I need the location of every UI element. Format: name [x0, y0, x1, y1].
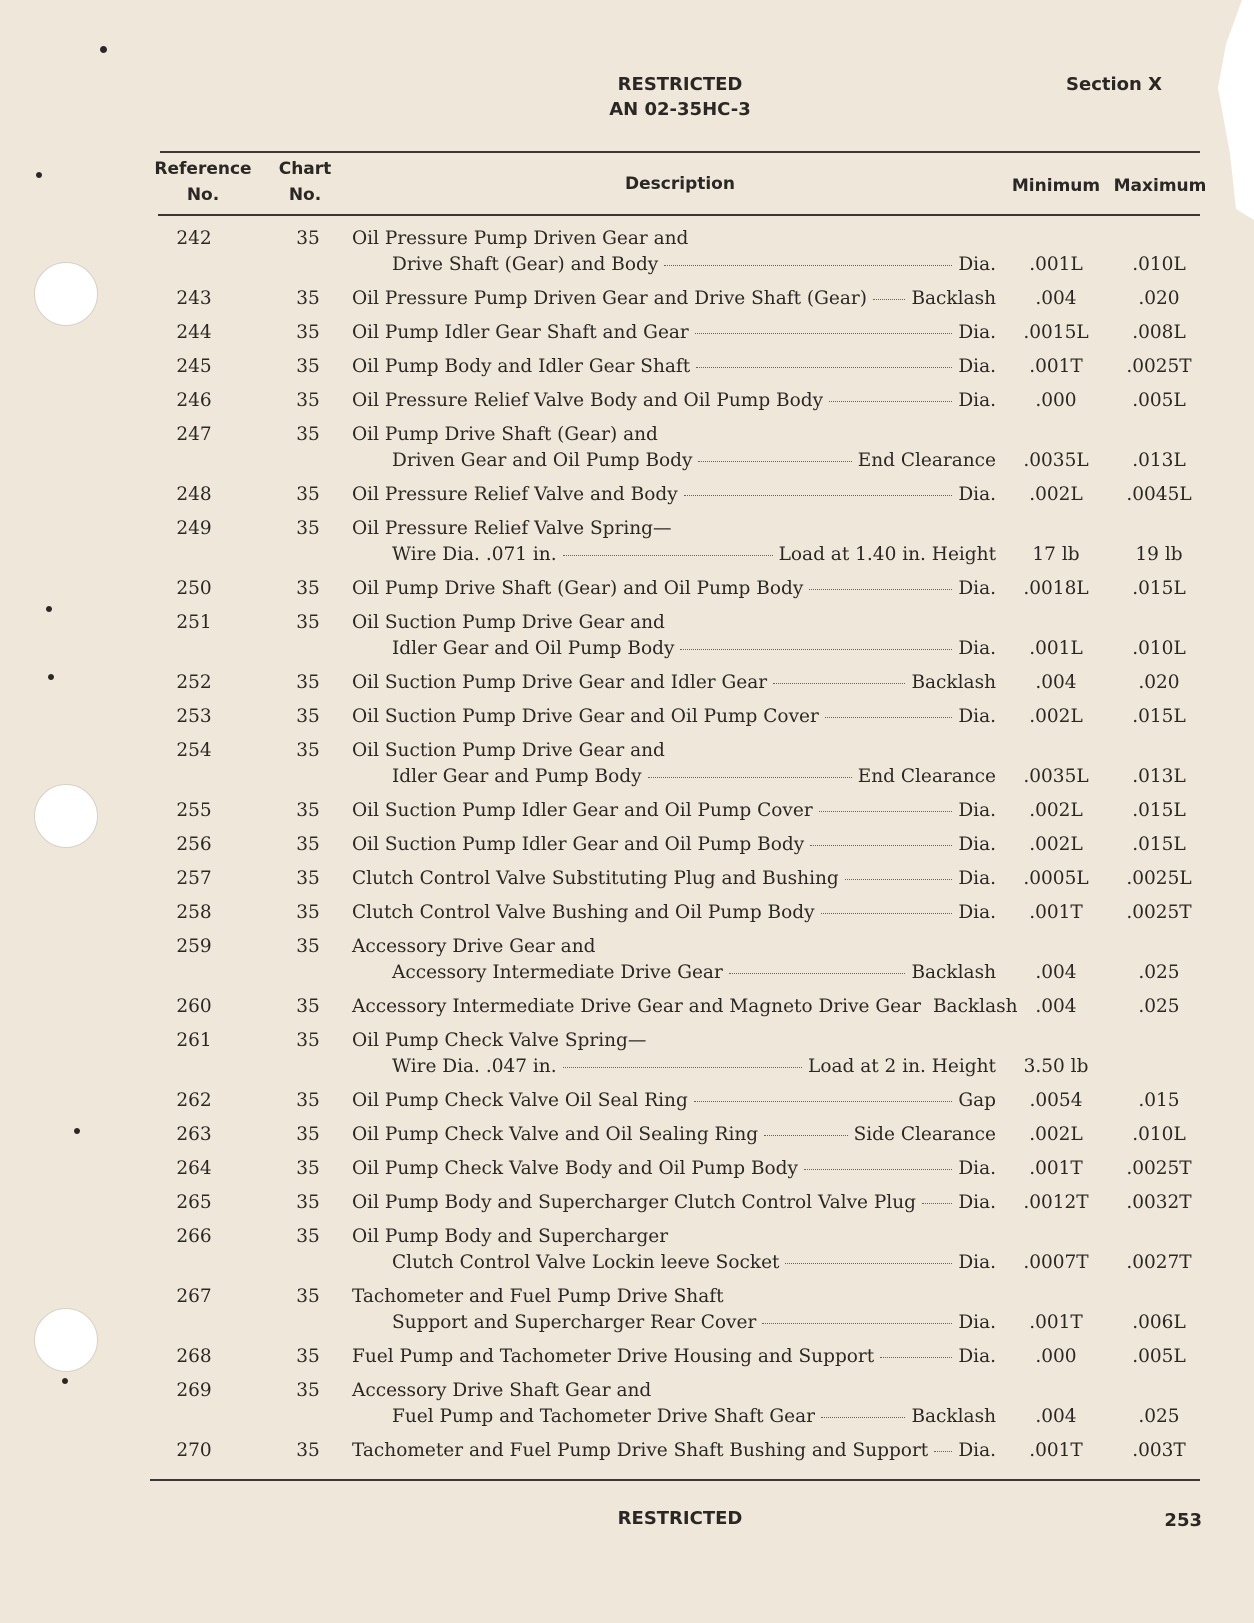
description-line2: [392, 766, 996, 787]
maximum-value: .0032T: [1126, 1192, 1192, 1213]
chart-number: 35: [296, 1158, 320, 1179]
description-line2: [392, 1406, 996, 1427]
reference-number: 270: [176, 1440, 212, 1461]
dot-leader: [829, 401, 952, 402]
dot-leader: [762, 1323, 952, 1324]
description-text: Clutch Control Valve Bushing and Oil Pump Body: [352, 902, 815, 923]
column-header-chart-line2: No.: [288, 185, 322, 205]
description-text: Accessory Intermediate Drive Gear: [392, 962, 723, 983]
maximum-value: .015L: [1132, 578, 1186, 599]
chart-number: 35: [296, 484, 320, 505]
measurement-type: Load at 2 in. Height: [808, 1056, 996, 1077]
minimum-value: .001T: [1029, 1312, 1083, 1333]
chart-number: 35: [296, 288, 320, 309]
maximum-value: .015L: [1132, 800, 1186, 821]
minimum-value: 3.50 lb: [1023, 1056, 1089, 1077]
dot-leader: [664, 265, 952, 266]
description-text: Oil Pump Check Valve Oil Seal Ring: [352, 1090, 688, 1111]
description-text: Oil Suction Pump Idler Gear and Oil Pump Body: [352, 834, 805, 855]
dot-leader: [563, 1067, 802, 1068]
maximum-value: .0025T: [1126, 1158, 1192, 1179]
minimum-value: .002L: [1029, 834, 1083, 855]
description-line1: [352, 868, 996, 889]
description-line1: Accessory Drive Gear and: [352, 936, 596, 957]
description-line2: [392, 638, 996, 659]
measurement-type: Dia.: [958, 1158, 996, 1179]
description-text: Accessory Intermediate Drive Gear and Magneto Drive Gear: [352, 996, 921, 1017]
measurement-type: Dia.: [958, 800, 996, 821]
dot-leader: [696, 367, 952, 368]
maximum-value: .005L: [1132, 390, 1186, 411]
maximum-value: .025: [1138, 962, 1180, 983]
dot-leader: [804, 1169, 952, 1170]
description-line1: Oil Pump Check Valve Spring—: [352, 1030, 647, 1051]
ink-mark: [74, 1128, 80, 1134]
dot-leader: [922, 1203, 952, 1204]
maximum-value: .013L: [1132, 766, 1186, 787]
maximum-value: .008L: [1132, 322, 1186, 343]
minimum-value: .0005L: [1023, 868, 1089, 889]
dot-leader: [698, 461, 851, 462]
reference-number: 250: [176, 578, 212, 599]
minimum-value: .002L: [1029, 484, 1083, 505]
reference-number: 245: [176, 356, 212, 377]
measurement-type: Load at 1.40 in. Height: [778, 544, 996, 565]
reference-number: 262: [176, 1090, 212, 1111]
chart-number: 35: [296, 1440, 320, 1461]
chart-number: 35: [296, 1192, 320, 1213]
reference-number: 257: [176, 868, 212, 889]
description-line1: Oil Pump Drive Shaft (Gear) and: [352, 424, 658, 445]
reference-number: 255: [176, 800, 212, 821]
minimum-value: .0054: [1029, 1090, 1083, 1111]
description-line1: Oil Pressure Relief Valve Spring—: [352, 518, 672, 539]
dot-leader: [809, 589, 952, 590]
description-text: Support and Supercharger Rear Cover: [392, 1312, 757, 1333]
dot-leader: [934, 1451, 952, 1452]
reference-number: 244: [176, 322, 212, 343]
measurement-type: Backlash: [911, 672, 996, 693]
maximum-value: .025: [1138, 996, 1180, 1017]
measurement-type: Side Clearance: [853, 1124, 996, 1145]
measurement-type: End Clearance: [857, 450, 996, 471]
reference-number: 254: [176, 740, 212, 761]
description-line1: [352, 834, 996, 855]
minimum-value: .0018L: [1023, 578, 1089, 599]
description-text: Wire Dia. .047 in.: [392, 1056, 557, 1077]
description-text: Oil Pump Check Valve Body and Oil Pump Body: [352, 1158, 798, 1179]
column-header-reference-line2: No.: [186, 185, 220, 205]
dot-leader: [825, 717, 953, 718]
column-header-chart: [268, 156, 342, 208]
reference-number: 258: [176, 902, 212, 923]
measurement-type: Dia.: [958, 1440, 996, 1461]
dot-leader: [845, 879, 953, 880]
chart-number: 35: [296, 1346, 320, 1367]
reference-number: 264: [176, 1158, 212, 1179]
chart-number: 35: [296, 356, 320, 377]
reference-number: 269: [176, 1380, 212, 1401]
minimum-value: .004: [1035, 1406, 1077, 1427]
header-bottom-rule: [158, 214, 1200, 216]
maximum-value: .015L: [1132, 706, 1186, 727]
description-text: Oil Pump Body and Supercharger Clutch Control Valve Plug: [352, 1192, 916, 1213]
description-line1: [352, 672, 996, 693]
dot-leader: [729, 973, 906, 974]
dot-leader: [694, 1101, 953, 1102]
description-text: Oil Pressure Relief Valve and Body: [352, 484, 678, 505]
maximum-value: .0025T: [1126, 902, 1192, 923]
description-text: Fuel Pump and Tachometer Drive Housing and Support: [352, 1346, 875, 1367]
description-text: Wire Dia. .071 in.: [392, 544, 557, 565]
maximum-value: .010L: [1132, 1124, 1186, 1145]
minimum-value: .0015L: [1023, 322, 1089, 343]
dot-leader: [873, 299, 905, 300]
measurement-type: Dia.: [958, 254, 996, 275]
chart-number: 35: [296, 706, 320, 727]
minimum-value: .0035L: [1023, 450, 1089, 471]
minimum-value: .0012T: [1023, 1192, 1089, 1213]
description-text: Clutch Control Valve Lockin leeve Socket: [392, 1252, 780, 1273]
ink-mark: [46, 606, 52, 612]
description-line1: [352, 1192, 996, 1213]
description-line1: [352, 1346, 996, 1367]
dot-leader: [684, 495, 953, 496]
section-label: Section X: [1066, 74, 1162, 95]
chart-number: 35: [296, 936, 320, 957]
chart-number: 35: [296, 1124, 320, 1145]
maximum-value: .015L: [1132, 834, 1186, 855]
reference-number: 246: [176, 390, 212, 411]
description-text: Fuel Pump and Tachometer Drive Shaft Gear: [392, 1406, 815, 1427]
description-line2: [392, 544, 996, 565]
description-line1: [352, 288, 996, 309]
ink-mark: [36, 172, 42, 178]
description-line1: [352, 996, 1018, 1017]
description-line1: [352, 322, 996, 343]
maximum-value: .013L: [1132, 450, 1186, 471]
description-line1: [352, 706, 996, 727]
dot-leader: [821, 913, 953, 914]
description-line1: Oil Pressure Pump Driven Gear and: [352, 228, 689, 249]
description-line2: [392, 450, 996, 471]
measurement-type: Dia.: [958, 322, 996, 343]
chart-number: 35: [296, 578, 320, 599]
maximum-value: .025: [1138, 1406, 1180, 1427]
measurement-type: Backlash: [932, 996, 1018, 1017]
chart-number: 35: [296, 834, 320, 855]
reference-number: 263: [176, 1124, 212, 1145]
description-line1: Tachometer and Fuel Pump Drive Shaft: [352, 1286, 724, 1307]
description-text: Idler Gear and Oil Pump Body: [392, 638, 675, 659]
maximum-value: .003T: [1132, 1440, 1186, 1461]
minimum-value: .002L: [1029, 706, 1083, 727]
measurement-type: Dia.: [958, 706, 996, 727]
maximum-value: .015: [1138, 1090, 1180, 1111]
minimum-value: .001T: [1029, 356, 1083, 377]
description-line1: [352, 1090, 996, 1111]
ink-mark: [62, 1378, 68, 1384]
reference-number: 268: [176, 1346, 212, 1367]
ink-mark: [48, 674, 54, 680]
chart-number: 35: [296, 672, 320, 693]
chart-number: 35: [296, 1380, 320, 1401]
description-line2: [392, 254, 996, 275]
description-text: Oil Suction Pump Idler Gear and Oil Pump Cover: [352, 800, 813, 821]
chart-number: 35: [296, 1090, 320, 1111]
header-top-rule: [160, 151, 1200, 153]
dot-leader: [821, 1417, 905, 1418]
description-line1: [352, 578, 996, 599]
reference-number: 248: [176, 484, 212, 505]
reference-number: 253: [176, 706, 212, 727]
description-text: Tachometer and Fuel Pump Drive Shaft Bushing and Support: [352, 1440, 929, 1461]
minimum-value: 17 lb: [1032, 544, 1080, 565]
description-line1: [352, 1158, 996, 1179]
measurement-type: Dia.: [958, 902, 996, 923]
description-text: Oil Pressure Pump Driven Gear and Drive Shaft (Gear): [352, 288, 867, 309]
description-text: Oil Pump Drive Shaft (Gear) and Oil Pump Body: [352, 578, 804, 599]
chart-number: 35: [296, 1030, 320, 1051]
maximum-value: .0027T: [1126, 1252, 1192, 1273]
measurement-type: Dia.: [958, 390, 996, 411]
minimum-value: .001T: [1029, 1440, 1083, 1461]
description-line2: [392, 1312, 996, 1333]
description-line1: Oil Suction Pump Drive Gear and: [352, 612, 665, 633]
measurement-type: Backlash: [911, 1406, 996, 1427]
chart-number: 35: [296, 424, 320, 445]
chart-number: 35: [296, 996, 320, 1017]
measurement-type: Dia.: [958, 578, 996, 599]
column-header-reference: [150, 156, 256, 208]
minimum-value: .001L: [1029, 638, 1083, 659]
dot-leader: [563, 555, 773, 556]
description-line1: Oil Suction Pump Drive Gear and: [352, 740, 665, 761]
description-line1: [352, 1124, 996, 1145]
minimum-value: .004: [1035, 288, 1077, 309]
dot-leader: [819, 811, 953, 812]
reference-number: 252: [176, 672, 212, 693]
footer-classification: RESTRICTED: [617, 1508, 743, 1529]
header-classification: RESTRICTED: [617, 74, 743, 95]
minimum-value: .004: [1035, 672, 1077, 693]
measurement-type: Dia.: [958, 356, 996, 377]
dot-leader: [773, 683, 905, 684]
dot-leader: [810, 845, 952, 846]
minimum-value: .000: [1035, 1346, 1077, 1367]
minimum-value: .004: [1035, 996, 1077, 1017]
measurement-type: Dia.: [958, 1346, 996, 1367]
dot-leader: [764, 1135, 847, 1136]
chart-number: 35: [296, 322, 320, 343]
reference-number: 260: [176, 996, 212, 1017]
chart-number: 35: [296, 1226, 320, 1247]
dot-leader: [880, 1357, 952, 1358]
description-line1: [352, 1440, 996, 1461]
maximum-value: 19 lb: [1135, 544, 1183, 565]
dot-leader: [680, 649, 952, 650]
column-header-description: Description: [625, 174, 735, 194]
reference-number: 256: [176, 834, 212, 855]
minimum-value: .002L: [1029, 1124, 1083, 1145]
description-line1: [352, 390, 996, 411]
maximum-value: .0045L: [1126, 484, 1192, 505]
ink-mark: [100, 46, 107, 53]
measurement-type: Dia.: [958, 1312, 996, 1333]
description-line1: [352, 902, 996, 923]
maximum-value: .020: [1138, 288, 1180, 309]
chart-number: 35: [296, 902, 320, 923]
reference-number: 251: [176, 612, 212, 633]
description-text: Oil Pump Check Valve and Oil Sealing Ring: [352, 1124, 759, 1145]
reference-number: 265: [176, 1192, 212, 1213]
measurement-type: Dia.: [958, 1192, 996, 1213]
chart-number: 35: [296, 740, 320, 761]
measurement-type: Dia.: [958, 868, 996, 889]
column-header-minimum: Minimum: [1011, 176, 1101, 196]
minimum-value: .0007T: [1023, 1252, 1089, 1273]
measurement-type: Gap: [958, 1090, 996, 1111]
chart-number: 35: [296, 228, 320, 249]
punch-hole-middle: [34, 784, 98, 848]
measurement-type: Dia.: [958, 834, 996, 855]
reference-number: 266: [176, 1226, 212, 1247]
maximum-value: .005L: [1132, 1346, 1186, 1367]
reference-number: 259: [176, 936, 212, 957]
measurement-type: Dia.: [958, 638, 996, 659]
footer-rule: [150, 1479, 1200, 1481]
description-text: Oil Pump Body and Idler Gear Shaft: [352, 356, 691, 377]
description-text: Oil Suction Pump Drive Gear and Oil Pump Cover: [352, 706, 819, 727]
measurement-type: Dia.: [958, 484, 996, 505]
measurement-type: Dia.: [958, 1252, 996, 1273]
reference-number: 249: [176, 518, 212, 539]
document-number: AN 02-35HC-3: [609, 99, 751, 120]
minimum-value: .001T: [1029, 902, 1083, 923]
page-number: 253: [1164, 1510, 1202, 1531]
maximum-value: .0025L: [1126, 868, 1192, 889]
measurement-type: End Clearance: [857, 766, 996, 787]
measurement-type: Backlash: [911, 962, 996, 983]
description-line2: [392, 1252, 996, 1273]
minimum-value: .001L: [1029, 254, 1083, 275]
reference-number: 242: [176, 228, 212, 249]
description-line1: [352, 800, 996, 821]
minimum-value: .004: [1035, 962, 1077, 983]
description-text: Oil Pump Idler Gear Shaft and Gear: [352, 322, 689, 343]
minimum-value: .000: [1035, 390, 1077, 411]
description-line2: [392, 962, 996, 983]
maximum-value: .0025T: [1126, 356, 1192, 377]
description-line1: Accessory Drive Shaft Gear and: [352, 1380, 652, 1401]
description-text: Driven Gear and Oil Pump Body: [392, 450, 693, 471]
column-header-maximum: Maximum: [1113, 176, 1207, 196]
dot-leader: [695, 333, 953, 334]
chart-number: 35: [296, 868, 320, 889]
column-header-reference-line1: Reference: [154, 159, 252, 179]
description-line1: [352, 356, 996, 377]
description-text: Idler Gear and Pump Body: [392, 766, 642, 787]
punch-hole-bottom: [34, 1308, 98, 1372]
chart-number: 35: [296, 612, 320, 633]
description-text: Oil Pressure Relief Valve Body and Oil Pump Body: [352, 390, 824, 411]
reference-number: 267: [176, 1286, 212, 1307]
description-line2: [392, 1056, 996, 1077]
maximum-value: .010L: [1132, 638, 1186, 659]
chart-number: 35: [296, 518, 320, 539]
dot-leader: [648, 777, 852, 778]
measurement-type: Backlash: [911, 288, 996, 309]
description-text: Drive Shaft (Gear) and Body: [392, 254, 659, 275]
description-line1: [352, 484, 996, 505]
description-text: Clutch Control Valve Substituting Plug and Bushing: [352, 868, 839, 889]
maximum-value: .020: [1138, 672, 1180, 693]
reference-number: 247: [176, 424, 212, 445]
dot-leader: [785, 1263, 952, 1264]
maximum-value: .006L: [1132, 1312, 1186, 1333]
maximum-value: .010L: [1132, 254, 1186, 275]
description-text: Oil Suction Pump Drive Gear and Idler Gear: [352, 672, 768, 693]
minimum-value: .001T: [1029, 1158, 1083, 1179]
reference-number: 243: [176, 288, 212, 309]
description-line1: Oil Pump Body and Supercharger: [352, 1226, 669, 1247]
chart-number: 35: [296, 800, 320, 821]
chart-number: 35: [296, 1286, 320, 1307]
minimum-value: .002L: [1029, 800, 1083, 821]
punch-hole-top: [34, 262, 98, 326]
column-header-chart-line1: Chart: [278, 159, 332, 179]
minimum-value: .0035L: [1023, 766, 1089, 787]
chart-number: 35: [296, 390, 320, 411]
reference-number: 261: [176, 1030, 212, 1051]
